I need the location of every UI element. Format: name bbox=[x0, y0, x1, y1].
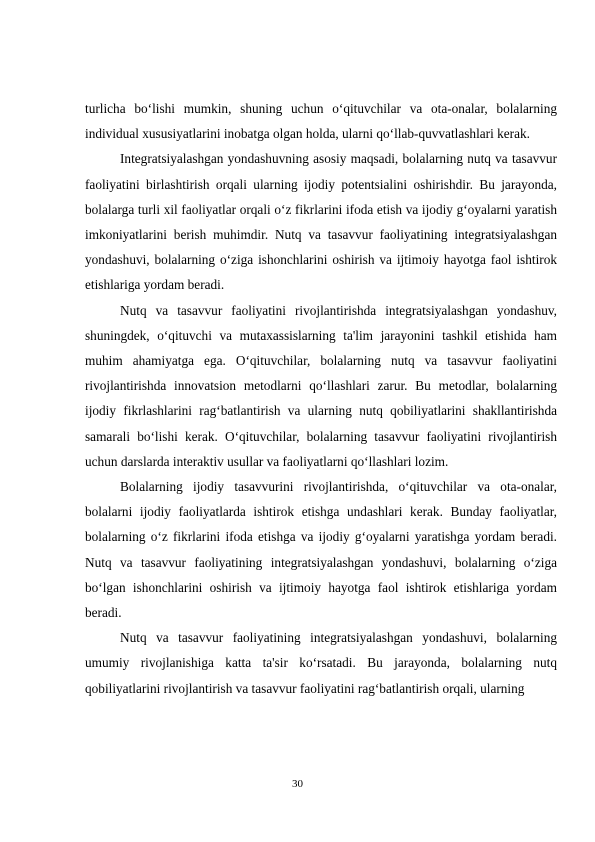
body-text bbox=[85, 96, 557, 701]
paragraph: Bolalarning ijodiy tasavvurini rivojlantirishda, o‘qituvchilar va ota-onalar, bolalarni ijodiy faoliyatlarda ishtirok etishga undashlari kerak. Bunday faoliyatlar, bolalarning o‘z fikrlarini ifoda etishga va ijodiy g‘oyalarni yaratishga yordam beradi. Nutq va tasavvur faoliyatining integratsiyalashgan yondashuvi, bolalarning o‘ziga bo‘lgan ishonchlarini oshirish va ijtimoiy hayotga faol ishtirok etishlariga yordam beradi. bbox=[85, 479, 557, 621]
paragraph: Integratsiyalashgan yondashuvning asosiy maqsadi, bolalarning nutq va tasavvur faoliyatini birlashtirish orqali ularning ijodiy potentsialini oshirishdir. Bu jarayonda, bolalarga turli xil faoliyatlar orqali o‘z fikrlarini ifoda etish va ijodiy g‘oyalarni yaratish imkoniyatlarini berish muhimdir. Nutq va tasavvur faoliyatining integratsiyalashgan yondashuvi, bolalarning o‘ziga ishonchlarini oshirish va ijtimoiy hayotga faol ishtirok etishlariga yordam beradi. bbox=[85, 151, 557, 293]
paragraph: Nutq va tasavvur faoliyatining integratsiyalashgan yondashuvi, bolalarning umumiy rivojlanishiga katta ta'sir ko‘rsatadi. Bu jarayonda, bolalarning nutq qobiliyatlarini rivojlantirish va tasavvur faoliyatini rag‘batlantirish orqali, ularning bbox=[85, 630, 557, 696]
paragraph: Nutq va tasavvur faoliyatini rivojlantirishda integratsiyalashgan yondashuv, shuningdek, o‘qituvchi va mutaxassislarning ta'lim jarayonini tashkil etishida ham muhim ahamiyatga ega. O‘qituvchilar, bolalarning nutq va tasavvur faoliyatini rivojlantirishda innovatsion metodlarni qo‘llashlari zarur. Bu metodlar, bolalarning ijodiy fikrlashlarini rag‘batlantirish va ularning nutq qobiliyatlarini shakllantirishda samarali bo‘lishi kerak. O‘qituvchilar, bolalarning tasavvur faoliyatini rivojlantirish uchun darslarda interaktiv usullar va faoliyatlarni qo‘llashlari lozim. bbox=[85, 302, 557, 469]
paragraph-continuation: turlicha bo‘lishi mumkin, shuning uchun o‘qituvchilar va ota-onalar, bolalarning individual xususiyatlarini inobatga olgan holda, ularni qo‘llab-quvvatlashlari kerak. bbox=[85, 101, 557, 142]
page-number: 30 bbox=[292, 778, 303, 790]
